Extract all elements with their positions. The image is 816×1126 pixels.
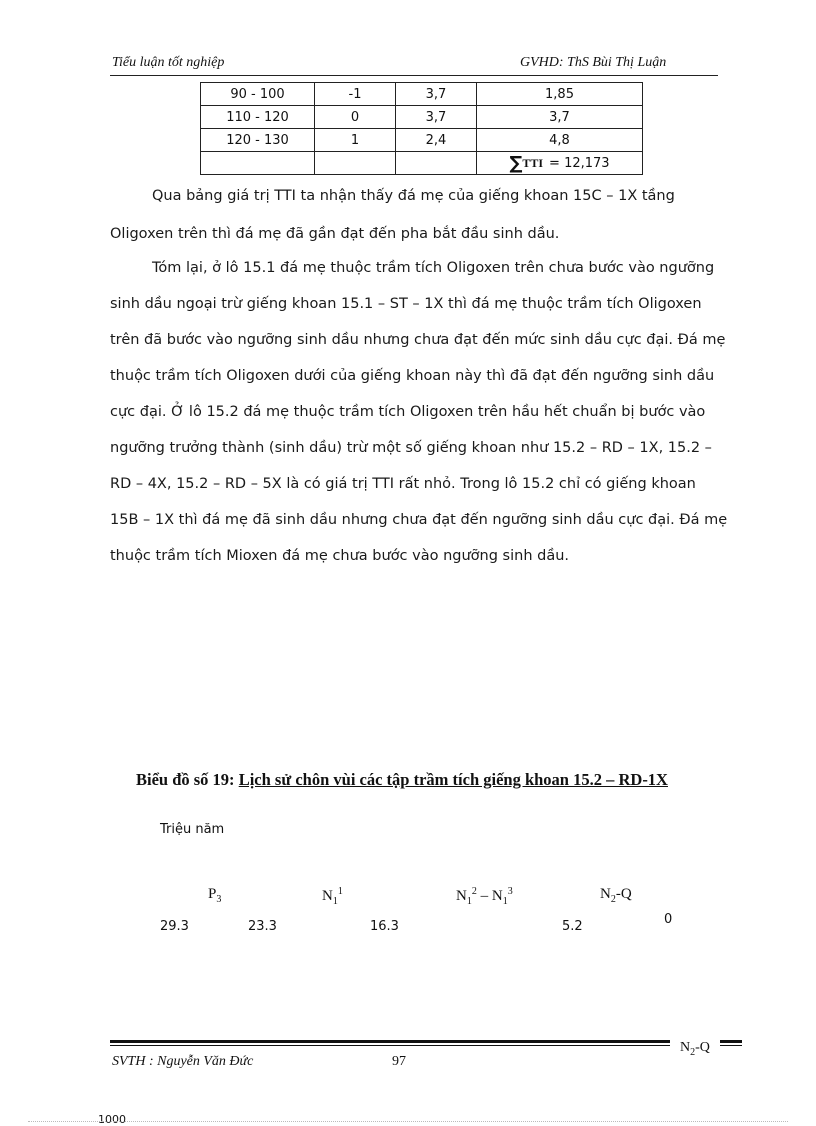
text-line: cực đại. Ở lô 15.2 đá mẹ thuộc trầm tích Oligoxen trên hầu hết chuẩn bị bước vào xyxy=(110,404,706,420)
axis-tick-label: 0 xyxy=(664,912,673,927)
table-cell: 90 - 100 xyxy=(201,83,315,106)
axis-tick-label: 16.3 xyxy=(370,919,399,934)
axis-tick-label: 23.3 xyxy=(248,919,277,934)
text-line: thuộc trầm tích Mioxen đá mẹ chưa bước vào ngưỡng sinh dầu. xyxy=(110,548,570,564)
page-number: 97 xyxy=(392,1054,406,1069)
table-row xyxy=(201,129,643,152)
table-cell-empty xyxy=(315,152,396,175)
header-rule xyxy=(110,75,718,76)
table-cell-empty xyxy=(201,152,315,175)
footer-rule-tail xyxy=(720,1040,742,1043)
table-cell: 1,85 xyxy=(477,83,643,106)
table-sum-row xyxy=(201,152,643,175)
stage-label-n2-q: $N_2-Q$ xyxy=(600,886,632,905)
text-line: thuộc trầm tích Oligoxen dưới của giếng khoan này thì đã đạt đến ngưỡng sinh dầu xyxy=(110,368,715,384)
text-line: Qua bảng giá trị TTI ta nhận thấy đá mẹ của giếng khoan 15C – 1X tầng xyxy=(152,188,675,204)
stage-label-n1-1: $N_1^1$ xyxy=(322,886,343,907)
table-cell: 2,4 xyxy=(396,129,477,152)
page-edge-dots xyxy=(28,1121,788,1122)
text-line: sinh dầu ngoại trừ giếng khoan 15.1 – ST – 1X thì đá mẹ thuộc trầm tích Oligoxen xyxy=(110,296,702,312)
axis-tick-label: 29.3 xyxy=(160,919,189,934)
sum-value: = 12,173 xyxy=(549,155,610,171)
header-left: Tiểu luận tốt nghiệp xyxy=(112,55,225,70)
text-line: Tóm lại, ở lô 15.1 đá mẹ thuộc trầm tích Oligoxen trên chưa bước vào ngưỡng xyxy=(152,260,715,276)
text-line: ngưỡng trưởng thành (sinh dầu) trừ một số giếng khoan như 15.2 – RD – 1X, 15.2 – xyxy=(110,440,712,456)
footer-rule-tail-thin xyxy=(720,1045,742,1046)
table-cell: 4,8 xyxy=(477,129,643,152)
table-cell: 120 - 130 xyxy=(201,129,315,152)
text-line: trên đã bước vào ngưỡng sinh dầu nhưng chưa đạt đến mức sinh dầu cực đại. Đá mẹ xyxy=(110,332,726,348)
footer-rule-thick xyxy=(110,1040,670,1043)
axis-tick-label: 5.2 xyxy=(562,919,583,934)
table-cell: 0 xyxy=(315,106,396,129)
text-line: RD – 4X, 15.2 – RD – 5X là có giá trị TTI rất nhỏ. Trong lô 15.2 chỉ có giếng khoan xyxy=(110,476,696,492)
caption-prefix: Biểu đồ số 19: xyxy=(136,770,239,789)
table-row xyxy=(201,83,643,106)
table-cell: 110 - 120 xyxy=(201,106,315,129)
table-cell: 3,7 xyxy=(396,83,477,106)
table-cell: 1 xyxy=(315,129,396,152)
footer-left: SVTH : Nguyễn Văn Đức xyxy=(112,1054,254,1069)
stage-label-n1-2-3: $N_1^2 - N_1^3$ xyxy=(456,886,513,907)
text-line: 15B – 1X thì đá mẹ đã sinh dầu nhưng chưa đạt đến ngưỡng sinh dầu cực đại. Đá mẹ xyxy=(110,512,728,528)
axis-cut-label: 1000 xyxy=(98,1113,126,1126)
table-cell: -1 xyxy=(315,83,396,106)
sum-symbol: ∑ xyxy=(509,152,523,174)
table-cell: 3,7 xyxy=(396,106,477,129)
sum-label: TTI xyxy=(522,155,544,170)
table-cell-empty xyxy=(396,152,477,175)
chart-bottom-label: $N_2-Q$ xyxy=(680,1040,710,1058)
table-row xyxy=(201,106,643,129)
text-line: Oligoxen trên thì đá mẹ đã gần đạt đến pha bắt đầu sinh dầu. xyxy=(110,226,560,242)
footer-rule-thin xyxy=(110,1045,670,1046)
table-cell: 3,7 xyxy=(477,106,643,129)
figure-caption xyxy=(136,770,668,790)
tti-table xyxy=(200,82,643,175)
header-right: GVHD: ThS Bùi Thị Luận xyxy=(520,55,667,70)
chart-unit-label: Triệu năm xyxy=(160,822,225,837)
stage-label-p3: $P_3$ xyxy=(208,886,222,905)
caption-title: Lịch sử chôn vùi các tập trầm tích giếng khoan 15.2 – RD-1X xyxy=(238,770,668,789)
table-sum-cell xyxy=(477,152,643,175)
